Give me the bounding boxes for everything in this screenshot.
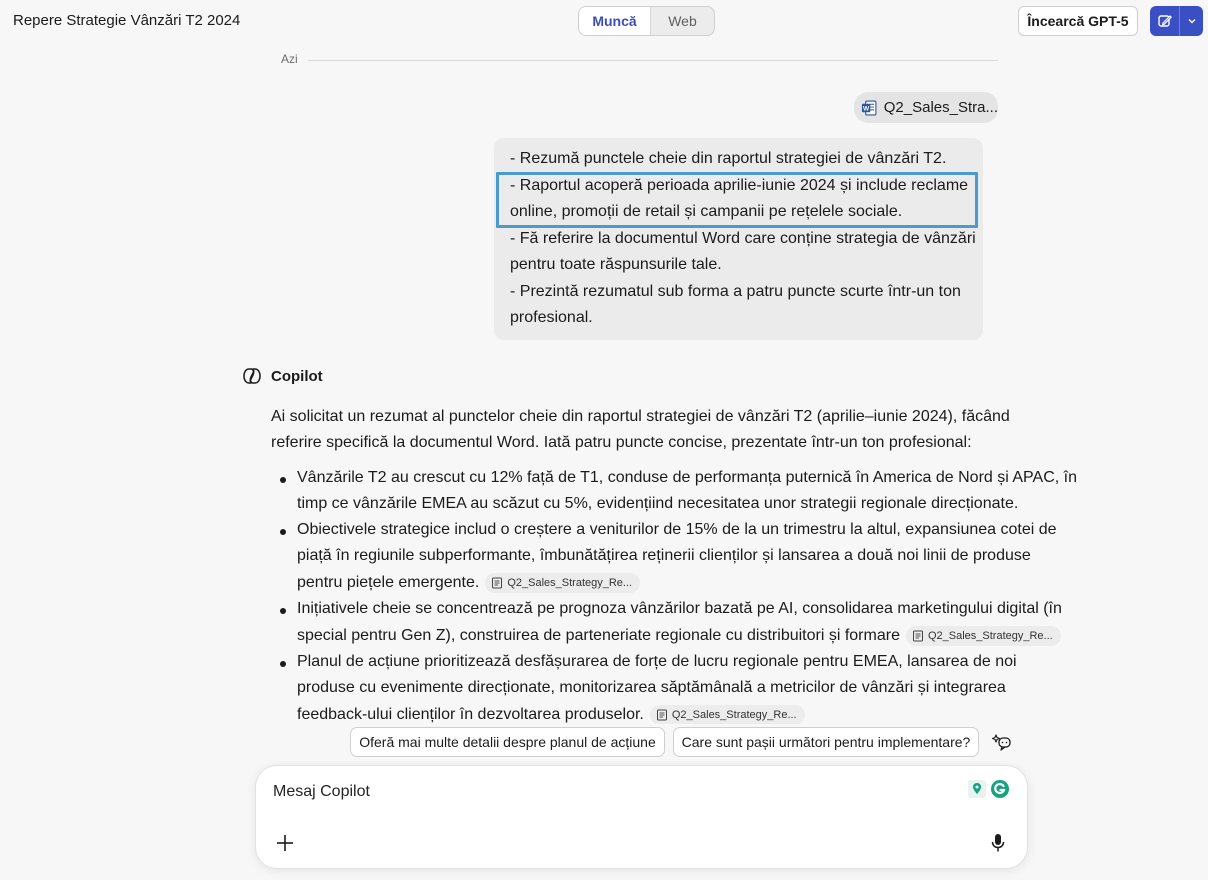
add-attachment-button[interactable]	[274, 832, 296, 854]
extension-icons	[968, 779, 1012, 799]
user-message-line: - Prezintă rezumatul sub forma a patru puncte scurte într-un ton	[510, 283, 961, 300]
plus-icon	[276, 834, 294, 852]
user-message-line: profesional.	[510, 309, 593, 326]
chevron-down-icon	[1187, 16, 1197, 26]
assistant-header	[242, 366, 323, 386]
user-message-line: online, promoții de retail și campanii pe rețelele sociale.	[510, 203, 903, 220]
mode-web-tab[interactable]: Web	[668, 13, 697, 29]
response-bullet-line: Vânzările T2 au crescut cu 12% față de T1, conduse de performanța puternică în America de Nord și APAC, în	[297, 469, 1077, 486]
citation-label: Q2_Sales_Strategy_Re...	[671, 708, 797, 721]
response-bullet-line: produse cu evenimente direcționate, monitorizarea săptămânală a metricilor de vânzări și integrarea	[297, 679, 1006, 696]
citation-chip[interactable]	[650, 705, 805, 724]
date-divider-line	[308, 60, 998, 61]
new-chat-dropdown[interactable]	[1180, 6, 1203, 36]
bullet-dot	[280, 477, 286, 483]
mode-work-tab[interactable]: Muncă	[579, 7, 651, 35]
bullet-dot	[280, 608, 286, 614]
citation-label: Q2_Sales_Strategy_Re...	[507, 577, 633, 589]
sparkle-chat-icon	[992, 733, 1012, 751]
suggestion-action-plan-details[interactable]: Oferă mai multe detalii despre planul de acțiune	[350, 727, 665, 757]
response-intro-line: Ai solicitat un rezumat al punctelor cheie din raportul strategiei de vânzări T2 (aprilie–iunie 2024), făcând	[271, 408, 1010, 425]
svg-text:W: W	[863, 104, 870, 112]
more-suggestions-button[interactable]	[990, 731, 1014, 753]
suggestion-next-steps[interactable]: Care sunt pașii următori pentru implementare?	[673, 727, 979, 757]
attachment-chip[interactable]	[854, 92, 998, 123]
response-bullet-line: Inițiativele cheie se concentrează pe prognoza vânzărilor bazată pe AI, consolidarea marketingului digital (în	[297, 600, 1062, 617]
new-chat-group	[1150, 6, 1203, 36]
copilot-icon	[242, 366, 262, 386]
document-icon	[491, 577, 503, 589]
mode-toggle	[578, 6, 715, 36]
voice-input-button[interactable]	[988, 832, 1008, 854]
user-message-line: pentru toate răspunsurile tale.	[510, 256, 722, 273]
message-input[interactable]	[273, 780, 953, 804]
bullet-dot	[280, 529, 286, 535]
assistant-name: Copilot	[271, 367, 323, 385]
new-chat-button[interactable]	[1150, 6, 1180, 36]
response-bullet-line: Planul de acțiune prioritizează desfășurarea de forțe de lucru regionale pentru EMEA, lansarea de noi	[297, 653, 1017, 670]
user-message-bubble	[494, 138, 983, 340]
microphone-icon	[990, 833, 1006, 853]
attachment-filename: Q2_Sales_Stra...	[883, 99, 998, 116]
response-bullet-line: special pentru Gen Z), construirea de parteneriate regionale cu distribuitori și formare Q2_Sales_Strategy_Re...	[297, 626, 1061, 646]
response-bullet-line: timp ce vânzările EMEA au scăzut cu 5%, evidențiind necesitatea unor strategii regionale direcționate.	[297, 495, 1019, 512]
bullet-dot	[280, 661, 286, 667]
text-highlight-box	[496, 172, 978, 228]
citation-label: Q2_Sales_Strategy_Re...	[927, 630, 1053, 642]
chat-title: Repere Strategie Vânzări T2 2024	[13, 12, 241, 29]
response-bullet-line: piață în regiunile subperformante, îmbunătățirea reținerii clienților și lansarea a două noi linii de produse	[297, 547, 1031, 564]
citation-chip[interactable]	[485, 573, 640, 593]
response-bullet-line: Obiectivele strategice includ o creștere a veniturilor de 15% de la un trimestru la altul, expansiunea cotei de	[297, 521, 1057, 538]
user-message-line: - Fă referire la documentul Word care conține strategia de vânzări	[510, 230, 976, 247]
user-message-line: - Raportul acoperă perioada aprilie-iunie 2024 și include reclame	[510, 177, 969, 194]
word-document-icon	[861, 99, 878, 117]
user-message-line: - Rezumă punctele cheie din raportul strategiei de vânzări T2.	[510, 150, 947, 167]
grammarly-icon[interactable]	[990, 779, 1010, 799]
citation-chip[interactable]	[906, 626, 1061, 646]
document-icon	[912, 630, 924, 642]
edit-icon	[1157, 13, 1173, 29]
response-intro-line: referire specifică la documentul Word. Iată patru puncte concise, prezentate într-un ton profesional:	[271, 434, 972, 451]
response-bullet-line: feedback-ului clienților în dezvoltarea produselor. Q2_Sales_Strategy_Re...	[297, 705, 805, 724]
response-bullet-line: pentru piețele emergente. Q2_Sales_Strategy_Re...	[297, 573, 640, 593]
date-divider-label: Azi	[281, 52, 298, 66]
document-icon	[656, 709, 668, 721]
location-pin-icon[interactable]	[968, 780, 986, 798]
message-composer	[255, 765, 1028, 869]
try-gpt5-button[interactable]: Încearcă GPT-5	[1018, 6, 1138, 36]
